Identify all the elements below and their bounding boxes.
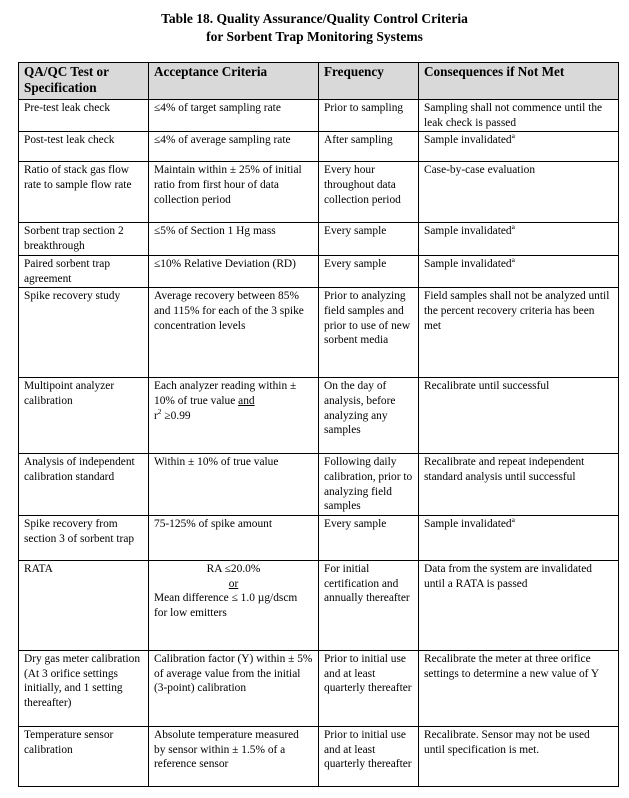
- footnote-marker: a: [511, 515, 515, 525]
- criteria-and: and: [238, 394, 255, 407]
- cell-test: Spike recovery study: [19, 288, 149, 378]
- footnote-marker: a: [511, 131, 515, 141]
- consequence-text: Sample invalidated: [424, 518, 512, 531]
- criteria-exponent: 2: [157, 406, 162, 416]
- criteria-mean-difference: Mean difference ≤ 1.0 µg/dscm for low emitters: [154, 592, 298, 620]
- criteria-r: r: [154, 409, 158, 422]
- cell-frequency: Every hour throughout data collection period: [319, 162, 419, 223]
- cell-consequences: [419, 223, 619, 255]
- table-row: [19, 132, 619, 162]
- cell-frequency: On the day of analysis, before analyzing any samples: [319, 378, 419, 454]
- header-frequency: Frequency: [319, 63, 419, 100]
- cell-frequency: Every sample: [319, 223, 419, 255]
- cell-test: Paired sorbent trap agreement: [19, 255, 149, 287]
- table-row: [19, 288, 619, 378]
- criteria-or: or: [228, 577, 239, 590]
- footnote-marker: a: [511, 222, 515, 232]
- cell-test: Spike recovery from section 3 of sorbent trap: [19, 516, 149, 561]
- criteria-ra: RA ≤20.0%: [206, 563, 261, 576]
- cell-criteria: ≤4% of average sampling rate: [149, 132, 319, 162]
- consequence-text: Sample invalidated: [424, 257, 512, 270]
- consequence-text: Sample invalidated: [424, 225, 512, 238]
- cell-criteria: [149, 378, 319, 454]
- cell-consequences: Recalibrate until successful: [419, 378, 619, 454]
- table-row: [19, 516, 619, 561]
- cell-frequency: Prior to initial use and at least quarterly thereafter: [319, 651, 419, 727]
- qaqc-table: [18, 62, 619, 787]
- cell-criteria: ≤5% of Section 1 Hg mass: [149, 223, 319, 255]
- cell-criteria: Absolute temperature measured by sensor within ± 1.5% of a reference sensor: [149, 727, 319, 787]
- cell-frequency: Prior to analyzing field samples and prior to use of new sorbent media: [319, 288, 419, 378]
- cell-frequency: Prior to sampling: [319, 100, 419, 132]
- cell-test: Sorbent trap section 2 breakthrough: [19, 223, 149, 255]
- cell-test: Dry gas meter calibration (At 3 orifice settings initially, and 1 setting thereafter): [19, 651, 149, 727]
- criteria-text: Each analyzer reading within ± 10% of true value: [154, 380, 297, 407]
- cell-test: Analysis of independent calibration standard: [19, 454, 149, 516]
- table-row: [19, 162, 619, 223]
- cell-consequences: [419, 516, 619, 561]
- cell-consequences: Recalibrate. Sensor may not be used until specification is met.: [419, 727, 619, 787]
- cell-criteria: 75-125% of spike amount: [149, 516, 319, 561]
- table-row: [19, 651, 619, 727]
- cell-frequency: Following daily calibration, prior to analyzing field samples: [319, 454, 419, 516]
- cell-consequences: Case-by-case evaluation: [419, 162, 619, 223]
- cell-consequences: Sampling shall not commence until the leak check is passed: [419, 100, 619, 132]
- header-criteria: Acceptance Criteria: [149, 63, 319, 100]
- cell-criteria: Maintain within ± 25% of initial ratio from first hour of data collection period: [149, 162, 319, 223]
- cell-frequency: Every sample: [319, 255, 419, 287]
- cell-consequences: [419, 255, 619, 287]
- header-test: QA/QC Test or Specification: [19, 63, 149, 100]
- table-row: [19, 727, 619, 787]
- cell-test: Ratio of stack gas flow rate to sample flow rate: [19, 162, 149, 223]
- criteria-r2-value: ≥0.99: [161, 409, 191, 422]
- cell-consequences: Data from the system are invalidated until a RATA is passed: [419, 561, 619, 651]
- cell-test: Pre-test leak check: [19, 100, 149, 132]
- cell-test: Multipoint analyzer calibration: [19, 378, 149, 454]
- cell-frequency: Every sample: [319, 516, 419, 561]
- table-title: Table 18. Quality Assurance/Quality Control Criteria: [161, 11, 468, 26]
- cell-consequences: Field samples shall not be analyzed until the percent recovery criteria has been met: [419, 288, 619, 378]
- table-row: [19, 454, 619, 516]
- header-consequences: Consequences if Not Met: [419, 63, 619, 100]
- table-row: [19, 378, 619, 454]
- table-row: [19, 255, 619, 287]
- footnote-marker: a: [511, 255, 515, 265]
- cell-test: Temperature sensor calibration: [19, 727, 149, 787]
- header-row: [19, 63, 619, 100]
- cell-criteria: Calibration factor (Y) within ± 5% of average value from the initial (3-point) calibration: [149, 651, 319, 727]
- consequence-text: Sample invalidated: [424, 134, 512, 147]
- table-row: [19, 223, 619, 255]
- cell-frequency: Prior to initial use and at least quarterly thereafter: [319, 727, 419, 787]
- cell-consequences: Recalibrate and repeat independent standard analysis until successful: [419, 454, 619, 516]
- cell-criteria: ≤4% of target sampling rate: [149, 100, 319, 132]
- cell-consequences: Recalibrate the meter at three orifice settings to determine a new value of Y: [419, 651, 619, 727]
- cell-criteria: ≤10% Relative Deviation (RD): [149, 255, 319, 287]
- cell-frequency: After sampling: [319, 132, 419, 162]
- table-row: [19, 561, 619, 651]
- cell-frequency: For initial certification and annually thereafter: [319, 561, 419, 651]
- cell-criteria: Within ± 10% of true value: [149, 454, 319, 516]
- cell-test: RATA: [19, 561, 149, 651]
- cell-test: Post-test leak check: [19, 132, 149, 162]
- table-row: [19, 100, 619, 132]
- cell-criteria: [149, 561, 319, 651]
- table-subtitle: for Sorbent Trap Monitoring Systems: [206, 29, 423, 44]
- cell-consequences: [419, 132, 619, 162]
- cell-criteria: Average recovery between 85% and 115% for each of the 3 spike concentration levels: [149, 288, 319, 378]
